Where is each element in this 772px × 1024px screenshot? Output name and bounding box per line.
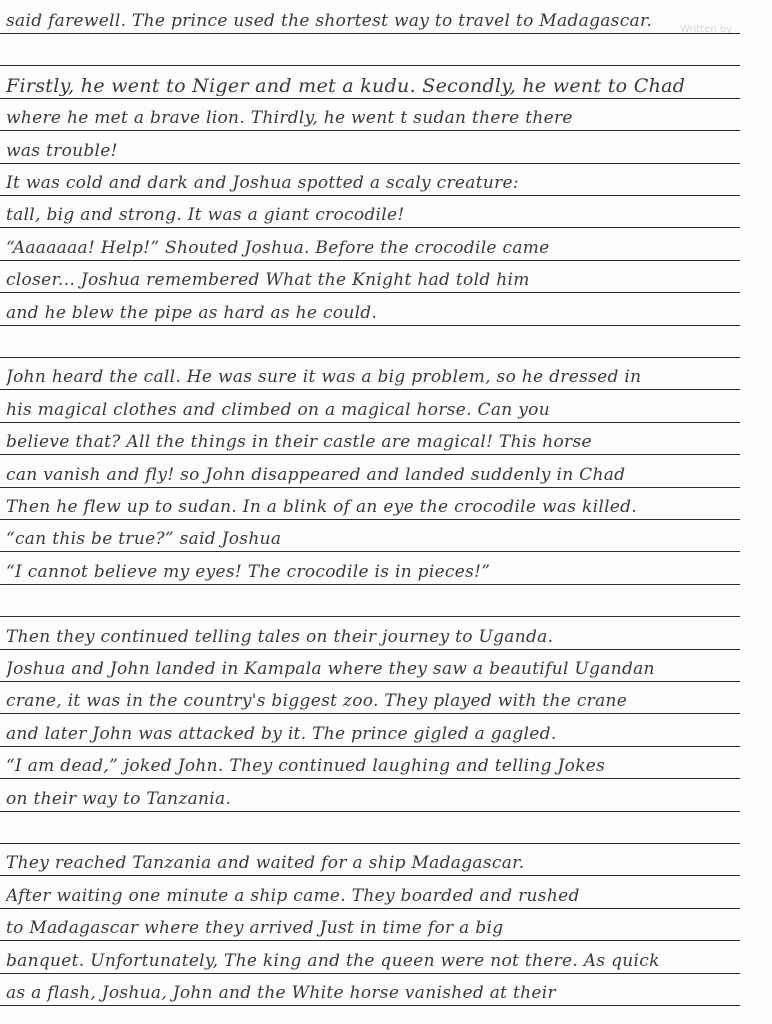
ruled-line [0,260,740,261]
ruled-line [0,973,740,974]
ruled-line [0,713,740,714]
handwritten-line: and he blew the pipe as hard as he could. [6,302,378,323]
ruled-line [0,875,740,876]
ruled-line [0,163,740,164]
ruled-line [0,616,740,617]
handwritten-line: to Madagascar where they arrived Just in time for a big [6,918,504,939]
ruled-line [0,843,740,844]
ruled-line [0,908,740,909]
ruled-line [0,649,740,650]
ruled-line [0,65,740,66]
ruled-line [0,519,740,520]
ruled-line [0,681,740,682]
ruled-line [0,746,740,747]
handwritten-line: Then they continued telling tales on their journey to Uganda. [6,626,554,647]
ruled-line [0,98,740,99]
ruled-line [0,292,740,293]
ruled-line [0,778,740,779]
ruled-line [0,551,740,552]
handwritten-line: closer... Joshua remembered What the Knight had told him [6,270,530,291]
handwritten-line: his magical clothes and climbed on a magical horse. Can you [6,399,550,420]
handwritten-line: John heard the call. He was sure it was a big problem, so he dressed in [6,367,642,388]
handwritten-line: believe that? All the things in their castle are magical! This horse [6,432,592,453]
ruled-line [0,227,740,228]
handwritten-line: It was cold and dark and Joshua spotted a scaly creature: [6,173,519,193]
ruled-line [0,811,740,812]
handwritten-line: and later John was attacked by it. The prince gigled a gagled. [6,723,557,744]
ruled-line [0,357,740,358]
handwritten-line: Joshua and John landed in Kampala where they saw a beautiful Ugandan [6,659,655,679]
handwritten-line: banquet. Unfortunately, The king and the queen were not there. As quick [6,950,660,971]
handwritten-line: “I cannot believe my eyes! The crocodile is in pieces!” [6,561,491,582]
handwritten-line: Firstly, he went to Niger and met a kudu. Secondly, he went to Chad [6,75,686,96]
ruled-line [0,940,740,941]
ruled-line [0,389,740,390]
ruled-line [0,454,740,455]
handwritten-line: as a flash, Joshua, John and the White horse vanished at their [6,983,556,1003]
handwritten-line: can vanish and fly! so John disappeared and landed suddenly in Chad [6,464,626,485]
ruled-line [0,487,740,488]
handwritten-line: where he met a brave lion. Thirdly, he went t sudan there there [6,108,573,129]
ruled-line [0,584,740,585]
ruled-line [0,325,740,326]
handwritten-line: on their way to Tanzania. [6,788,232,809]
ruled-line [0,1005,740,1006]
handwritten-line: “I am dead,” joked John. They continued laughing and telling Jokes [6,756,606,777]
faint-show-through-text: Written by [680,24,733,35]
ruled-line [0,33,740,34]
handwritten-line: “Aaaaaaa! Help!” Shouted Joshua. Before the crocodile came [6,237,550,258]
ruled-line [0,195,740,196]
handwritten-line: Then he flew up to sudan. In a blink of an eye the crocodile was killed. [6,497,638,517]
ruled-line [0,130,740,131]
handwritten-line: tall, big and strong. It was a giant crocodile! [6,205,405,226]
handwritten-line: “can this be true?” said Joshua [6,529,282,550]
handwritten-line: They reached Tanzania and waited for a ship Madagascar. [6,853,525,874]
handwritten-line: said farewell. The prince used the shortest way to travel to Madagascar. [6,11,653,31]
ruled-line [0,422,740,423]
handwritten-line: crane, it was in the country's biggest zoo. They played with the crane [6,691,628,712]
handwritten-line: was trouble! [6,140,118,161]
handwritten-line: After waiting one minute a ship came. They boarded and rushed [6,885,580,906]
